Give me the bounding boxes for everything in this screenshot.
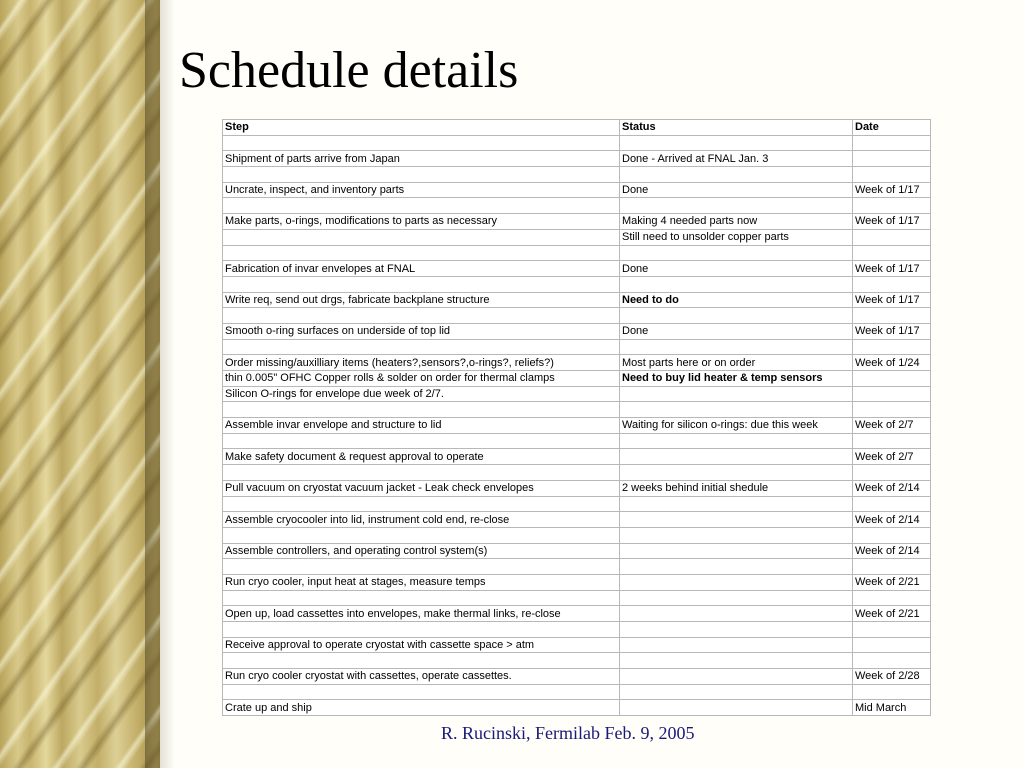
table-row [223, 292, 931, 308]
date-cell [853, 653, 931, 669]
step-cell [223, 433, 620, 449]
curtain-shadow [145, 0, 175, 768]
table-header-row [223, 120, 931, 136]
step-cell: Pull vacuum on cryostat vacuum jacket - Leak check envelopes [223, 480, 620, 496]
date-cell: Week of 1/24 [853, 355, 931, 371]
date-cell: Week of 2/21 [853, 574, 931, 590]
table-row [223, 465, 931, 481]
status-cell [620, 449, 853, 465]
status-cell [620, 527, 853, 543]
header-date: Date [853, 120, 931, 136]
table-row [223, 669, 931, 685]
step-cell: Crate up and ship [223, 700, 620, 716]
table-row [223, 418, 931, 434]
table-row [223, 449, 931, 465]
step-cell: Fabrication of invar envelopes at FNAL [223, 261, 620, 277]
table-row [223, 198, 931, 214]
date-cell [853, 245, 931, 261]
step-cell: Open up, load cassettes into envelopes, make thermal links, re-close [223, 606, 620, 622]
step-cell: Assemble cryocooler into lid, instrument cold end, re-close [223, 512, 620, 528]
date-cell [853, 590, 931, 606]
table-row [223, 276, 931, 292]
date-cell [853, 229, 931, 245]
date-cell [853, 308, 931, 324]
date-cell [853, 684, 931, 700]
status-cell [620, 276, 853, 292]
table-row [223, 512, 931, 528]
step-cell: Assemble controllers, and operating control system(s) [223, 543, 620, 559]
status-cell: Waiting for silicon o-rings: due this week [620, 418, 853, 434]
table-row [223, 637, 931, 653]
table-row [223, 214, 931, 230]
step-cell [223, 308, 620, 324]
slide-title: Schedule details [179, 42, 519, 99]
table-row [223, 433, 931, 449]
date-cell [853, 402, 931, 418]
date-cell: Week of 2/21 [853, 606, 931, 622]
status-cell: Still need to unsolder copper parts [620, 229, 853, 245]
step-cell [223, 527, 620, 543]
status-cell [620, 167, 853, 183]
table-row [223, 496, 931, 512]
date-cell [853, 135, 931, 151]
table-row [223, 590, 931, 606]
status-cell [620, 637, 853, 653]
status-cell: Done [620, 323, 853, 339]
table-row [223, 323, 931, 339]
status-cell [620, 606, 853, 622]
date-cell: Week of 2/7 [853, 449, 931, 465]
step-cell [223, 559, 620, 575]
step-cell: Make safety document & request approval to operate [223, 449, 620, 465]
date-cell [853, 386, 931, 402]
step-cell: Shipment of parts arrive from Japan [223, 151, 620, 167]
table-row [223, 622, 931, 638]
step-cell [223, 135, 620, 151]
step-cell: Uncrate, inspect, and inventory parts [223, 182, 620, 198]
date-cell: Week of 1/17 [853, 182, 931, 198]
table-row [223, 135, 931, 151]
table-row [223, 543, 931, 559]
table-row [223, 402, 931, 418]
step-cell: Write req, send out drgs, fabricate backplane structure [223, 292, 620, 308]
status-cell: Need to buy lid heater & temp sensors [620, 371, 853, 387]
table-row [223, 371, 931, 387]
status-cell [620, 574, 853, 590]
footer-credit: R. Rucinski, Fermilab Feb. 9, 2005 [441, 723, 695, 743]
status-cell: 2 weeks behind initial shedule [620, 480, 853, 496]
status-cell: Done - Arrived at FNAL Jan. 3 [620, 151, 853, 167]
date-cell: Week of 2/28 [853, 669, 931, 685]
status-cell [620, 700, 853, 716]
date-cell: Week of 2/14 [853, 480, 931, 496]
status-cell: Need to do [620, 292, 853, 308]
step-cell: Run cryo cooler, input heat at stages, measure temps [223, 574, 620, 590]
date-cell [853, 465, 931, 481]
status-cell [620, 135, 853, 151]
step-cell [223, 245, 620, 261]
table-row [223, 684, 931, 700]
date-cell [853, 339, 931, 355]
status-cell [620, 622, 853, 638]
status-cell: Most parts here or on order [620, 355, 853, 371]
table-row [223, 339, 931, 355]
table-row [223, 480, 931, 496]
status-cell [620, 402, 853, 418]
status-cell: Done [620, 182, 853, 198]
table-row [223, 653, 931, 669]
table-row [223, 386, 931, 402]
date-cell [853, 496, 931, 512]
step-cell [223, 339, 620, 355]
step-cell [223, 402, 620, 418]
date-cell [853, 276, 931, 292]
table-row [223, 167, 931, 183]
status-cell [620, 198, 853, 214]
status-cell [620, 653, 853, 669]
status-cell [620, 543, 853, 559]
status-cell [620, 559, 853, 575]
step-cell [223, 167, 620, 183]
table-row [223, 229, 931, 245]
date-cell [853, 622, 931, 638]
date-cell: Mid March [853, 700, 931, 716]
table-row [223, 559, 931, 575]
header-step: Step [223, 120, 620, 136]
step-cell: Run cryo cooler cryostat with cassettes, operate cassettes. [223, 669, 620, 685]
step-cell [223, 684, 620, 700]
date-cell [853, 637, 931, 653]
header-status: Status [620, 120, 853, 136]
status-cell [620, 386, 853, 402]
step-cell: Assemble invar envelope and structure to lid [223, 418, 620, 434]
table-row [223, 261, 931, 277]
table-row [223, 700, 931, 716]
date-cell: Week of 1/17 [853, 214, 931, 230]
date-cell: Week of 2/14 [853, 512, 931, 528]
step-cell [223, 276, 620, 292]
table-row [223, 182, 931, 198]
status-cell [620, 308, 853, 324]
step-cell: thin 0.005" OFHC Copper rolls & solder on order for thermal clamps [223, 371, 620, 387]
step-cell [223, 198, 620, 214]
step-cell [223, 590, 620, 606]
date-cell: Week of 1/17 [853, 292, 931, 308]
table-row [223, 606, 931, 622]
status-cell: Done [620, 261, 853, 277]
step-cell: Order missing/auxilliary items (heaters?,sensors?,o-rings?, reliefs?) [223, 355, 620, 371]
step-cell [223, 229, 620, 245]
status-cell: Making 4 needed parts now [620, 214, 853, 230]
status-cell [620, 669, 853, 685]
step-cell: Smooth o-ring surfaces on underside of top lid [223, 323, 620, 339]
schedule-table [222, 119, 931, 716]
date-cell [853, 167, 931, 183]
step-cell [223, 622, 620, 638]
step-cell: Receive approval to operate cryostat with cassette space > atm [223, 637, 620, 653]
date-cell [853, 559, 931, 575]
status-cell [620, 496, 853, 512]
status-cell [620, 245, 853, 261]
date-cell: Week of 1/17 [853, 261, 931, 277]
step-cell [223, 653, 620, 669]
date-cell [853, 198, 931, 214]
table-row [223, 245, 931, 261]
date-cell [853, 433, 931, 449]
date-cell [853, 371, 931, 387]
date-cell: Week of 1/17 [853, 323, 931, 339]
status-cell [620, 465, 853, 481]
table-row [223, 355, 931, 371]
table-row [223, 527, 931, 543]
table-row [223, 151, 931, 167]
step-cell [223, 496, 620, 512]
step-cell [223, 465, 620, 481]
status-cell [620, 512, 853, 528]
date-cell [853, 151, 931, 167]
date-cell: Week of 2/7 [853, 418, 931, 434]
table-body [223, 135, 931, 715]
status-cell [620, 339, 853, 355]
step-cell: Silicon O-rings for envelope due week of 2/7. [223, 386, 620, 402]
status-cell [620, 433, 853, 449]
gold-curtain-border [0, 0, 160, 768]
step-cell: Make parts, o-rings, modifications to parts as necessary [223, 214, 620, 230]
status-cell [620, 684, 853, 700]
status-cell [620, 590, 853, 606]
date-cell: Week of 2/14 [853, 543, 931, 559]
table-row [223, 308, 931, 324]
date-cell [853, 527, 931, 543]
table-row [223, 574, 931, 590]
